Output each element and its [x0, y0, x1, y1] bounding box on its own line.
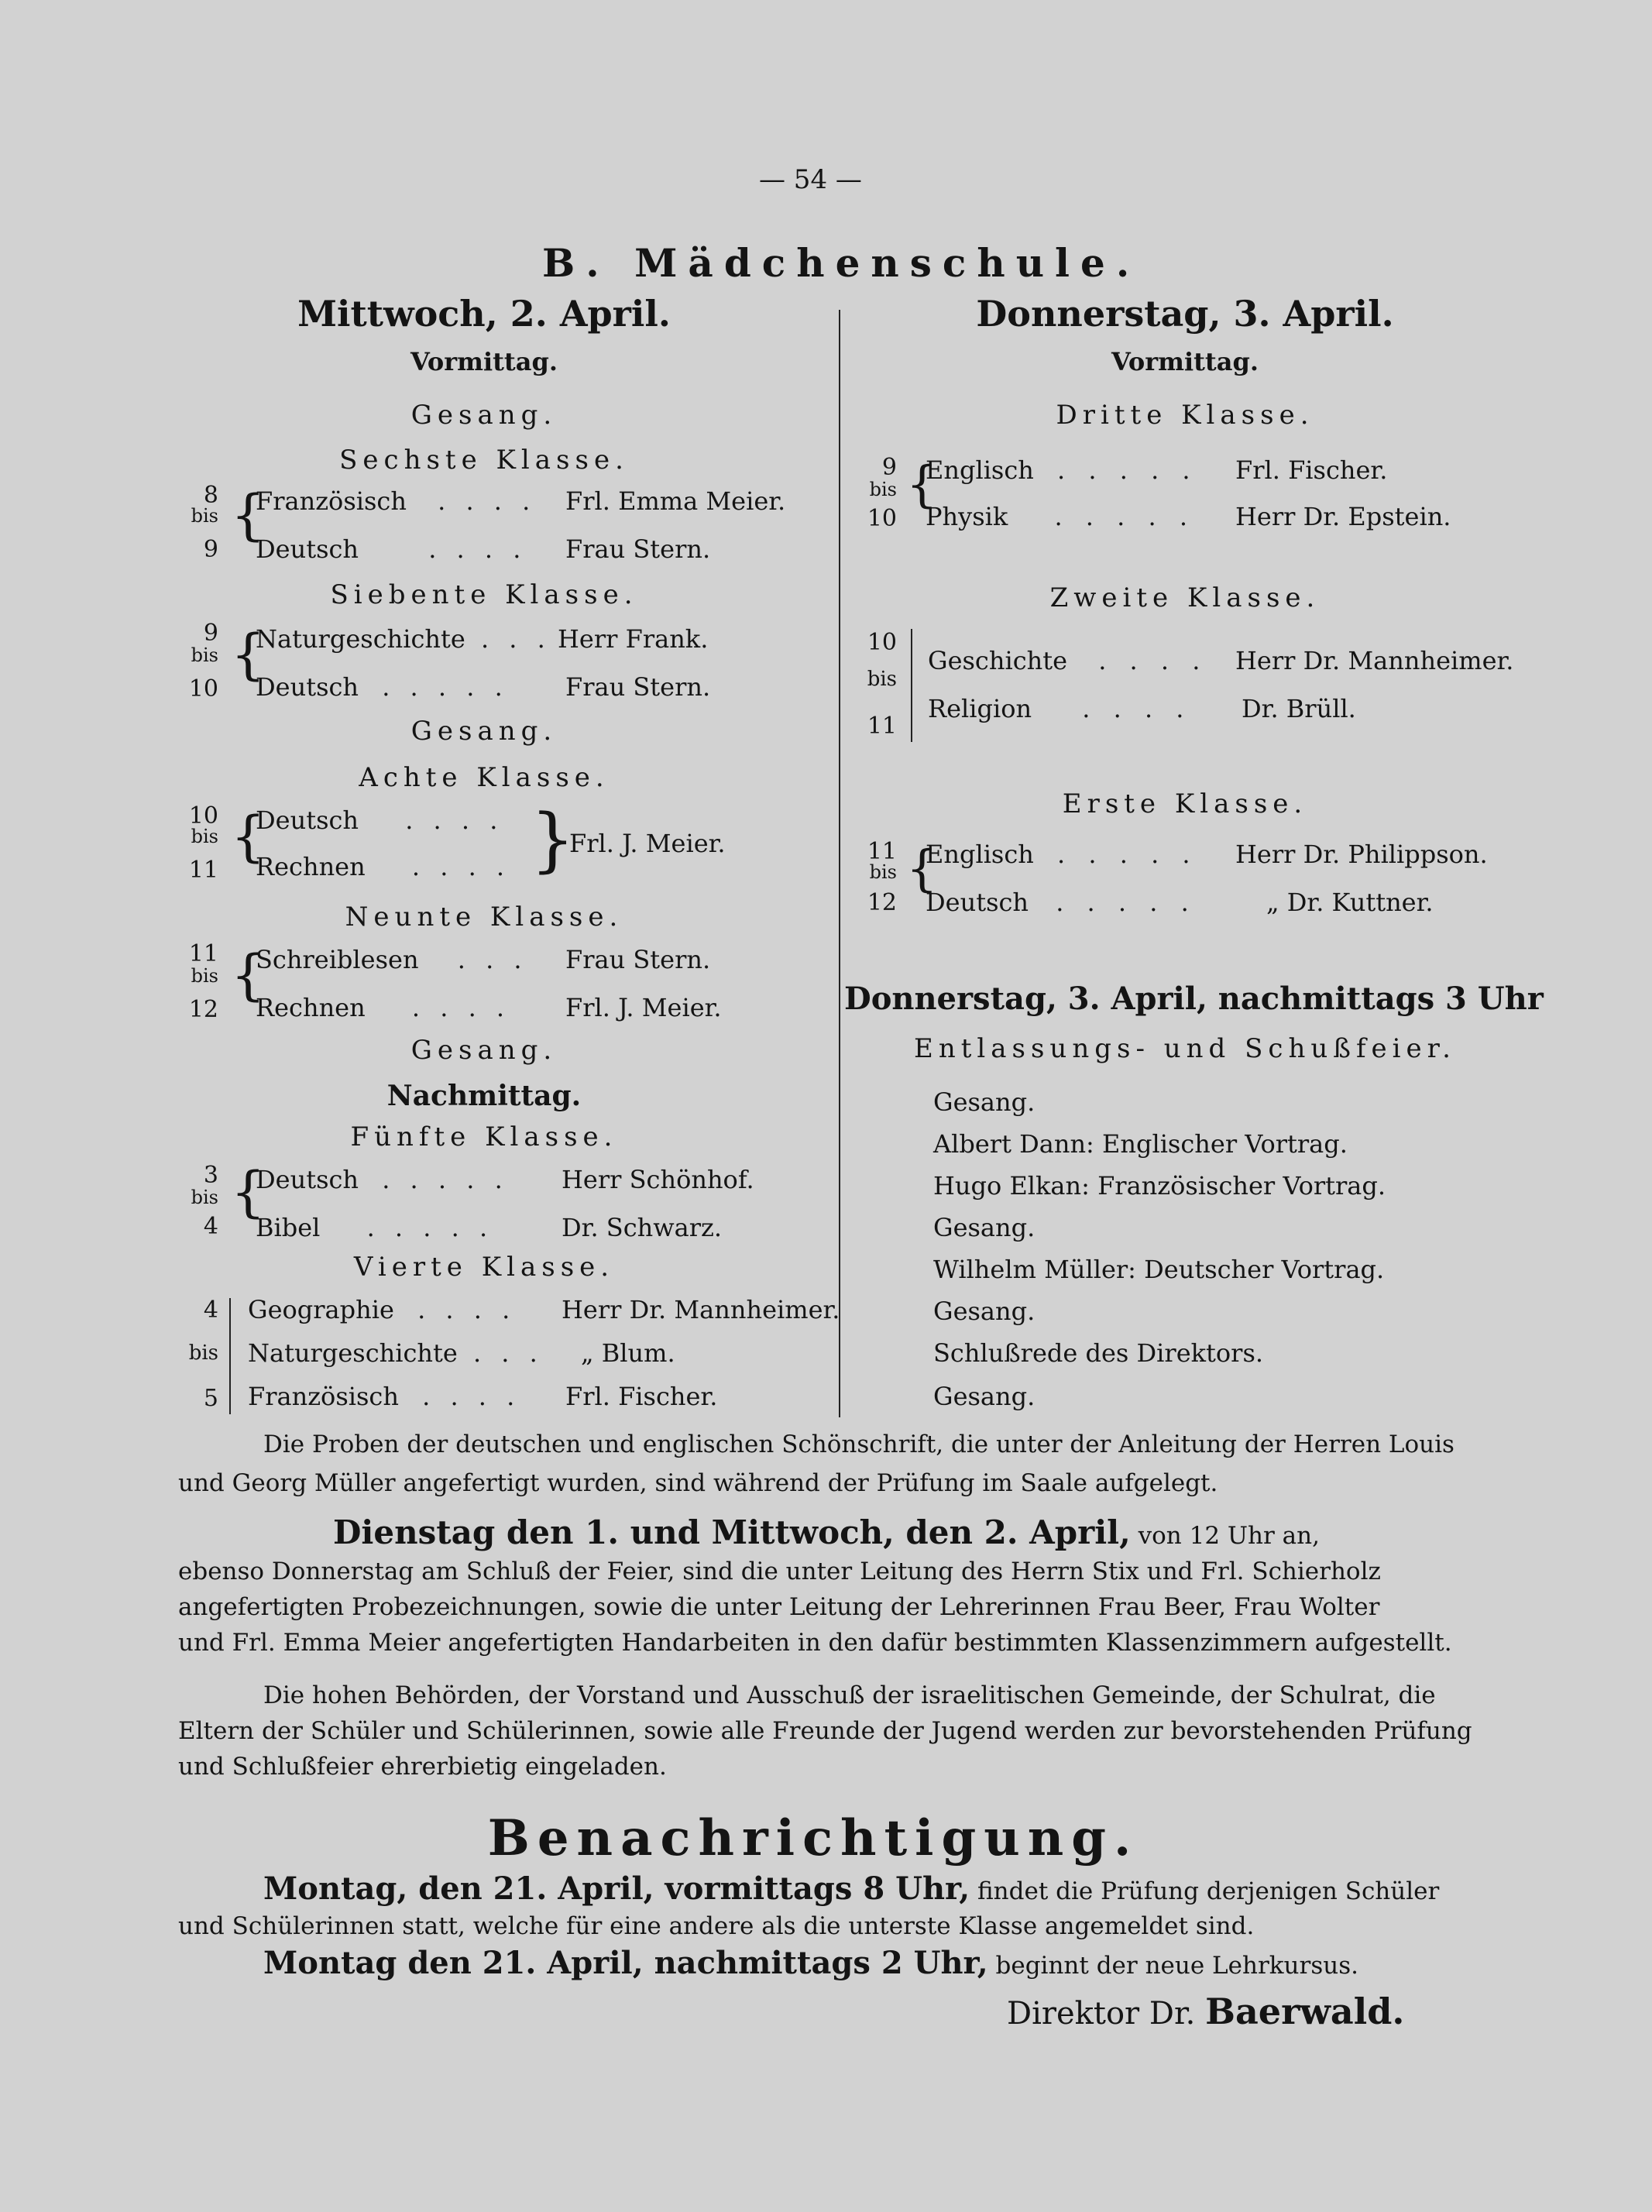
lecture-row: [256, 672, 711, 702]
notice-line: [263, 1870, 1439, 1911]
lecture-row: [248, 1295, 840, 1324]
teacher: Herr Dr. Philippson.: [1235, 840, 1488, 869]
signature-name: Baerwald.: [1205, 1990, 1405, 2032]
time-bis: bis: [191, 505, 218, 527]
lecture-row: [256, 624, 709, 654]
teacher: Herr Schönhof.: [562, 1165, 754, 1194]
dots: . . . .: [411, 993, 511, 1022]
dots: . . . . .: [1054, 502, 1195, 531]
time-to: 11: [188, 857, 218, 884]
lecture-row: [256, 486, 786, 516]
time-from: 10: [867, 629, 897, 656]
teacher: Herr Frank.: [558, 624, 709, 654]
class-title-5: Fünfte Klasse.: [350, 1121, 618, 1152]
program-item: Albert Dann: Englischer Vortrag.: [933, 1129, 1348, 1159]
lecture-row: [256, 993, 722, 1022]
brace: {: [231, 483, 266, 547]
time-to: 12: [867, 889, 897, 916]
dots: . . . . .: [366, 1213, 494, 1242]
left-gesang-3: Gesang.: [410, 1035, 558, 1066]
bracket-line: [911, 629, 912, 742]
class-title-6: Sechste Klasse.: [339, 445, 629, 476]
notice-line: [263, 1944, 1358, 1985]
brace: {: [906, 840, 938, 898]
teacher: Frl. Emma Meier.: [565, 486, 786, 516]
lecture-row: [928, 646, 1514, 675]
dots: . . . .: [417, 1295, 517, 1324]
time-to: 4: [203, 1213, 218, 1240]
time-bis: bis: [188, 1341, 218, 1365]
dots: . . . . .: [382, 672, 509, 702]
subject: Rechnen: [256, 852, 366, 881]
time-bis: bis: [191, 1187, 218, 1208]
lecture-row: [256, 1213, 723, 1242]
para2-line: angefertigten Probezeichnungen, sowie die unter Leitung der Lehrerinnen Frau Beer, Frau Wolter: [178, 1593, 1380, 1621]
subject: Deutsch: [256, 534, 359, 564]
teacher: Frl. J. Meier.: [569, 829, 726, 858]
subject: Physik: [926, 502, 1008, 531]
time-bis: bis: [869, 861, 897, 883]
time-from: 8: [203, 482, 218, 509]
ceremony-title: Entlassungs- und Schußfeier.: [914, 1033, 1456, 1064]
time-bis: bis: [191, 826, 218, 847]
teacher: Frl. Fischer.: [1235, 455, 1388, 485]
lecture-row: [256, 534, 711, 564]
time-to: 11: [867, 713, 897, 740]
class-title-k2: Zweite Klasse.: [1049, 582, 1321, 613]
brace: {: [231, 805, 266, 868]
time-from: 4: [203, 1297, 218, 1324]
subject: Englisch: [926, 455, 1034, 485]
lecture-row: [248, 1338, 675, 1368]
teacher: Herr Dr. Epstein.: [1235, 502, 1451, 531]
teacher: Dr. Schwarz.: [562, 1213, 723, 1242]
signature-prefix: Direktor Dr.: [1007, 1996, 1196, 2032]
class-title-4: Vierte Klasse.: [353, 1252, 615, 1283]
lecture-row: [256, 945, 711, 974]
left-gesang-2: Gesang.: [410, 716, 558, 747]
time-bis: bis: [191, 965, 218, 987]
lecture-row: [926, 888, 1434, 917]
page-number: — 54 —: [759, 164, 862, 195]
para3-line: Eltern der Schüler und Schülerinnen, sowie alle Freunde der Jugend werden zur bevorstehenden Prüfung: [178, 1717, 1472, 1745]
lecture-row: [256, 1165, 754, 1194]
notice-bold: Montag den 21. April, nachmittags 2 Uhr,: [263, 1945, 988, 1981]
brace: {: [231, 943, 266, 1007]
program-item: Schlußrede des Direktors.: [933, 1338, 1264, 1368]
lecture-row: [248, 1382, 718, 1411]
subject: Deutsch: [256, 1165, 359, 1194]
para2-line: ebenso Donnerstag am Schluß der Feier, sind die unter Leitung des Herrn Stix und Frl. Schierholz: [178, 1558, 1381, 1585]
time-from: 11: [188, 940, 218, 967]
notice-bold: Montag, den 21. April, vormittags 8 Uhr,: [263, 1870, 970, 1907]
dots: . . . . .: [382, 1165, 509, 1194]
notice-title: Benachrichtigung.: [487, 1809, 1139, 1867]
class-title-k3: Dritte Klasse.: [1056, 400, 1314, 431]
program-item: Gesang.: [933, 1382, 1036, 1411]
column-divider: [839, 310, 840, 1417]
dots: . . . .: [1082, 694, 1192, 723]
dots: . . . .: [411, 852, 511, 881]
para1-line: und Georg Müller angefertigt wurden, sind während der Prüfung im Saale aufgelegt.: [178, 1469, 1218, 1497]
subject: Bibel: [256, 1213, 321, 1242]
right-morning-heading: Vormittag.: [1111, 347, 1259, 376]
time-to: 10: [188, 675, 218, 702]
subject: Geschichte: [928, 646, 1068, 675]
left-day-heading: Mittwoch, 2. April.: [297, 293, 671, 335]
dots: . . . . .: [1057, 840, 1198, 869]
dots: . . .: [472, 1338, 544, 1368]
dots: . . .: [457, 945, 528, 974]
teacher: Frau Stern.: [565, 672, 711, 702]
notice-rest: findet die Prüfung derjenigen Schüler: [977, 1877, 1440, 1905]
brace-right: }: [531, 799, 575, 881]
subject: Religion: [928, 694, 1032, 723]
teacher: Frau Stern.: [565, 945, 711, 974]
subject: Französisch: [248, 1382, 399, 1411]
right-day-heading: Donnerstag, 3. April.: [976, 293, 1394, 335]
signature: [1007, 1990, 1404, 2032]
notice-rest: beginnt der neue Lehrkursus.: [995, 1952, 1358, 1980]
dots: . . . .: [1098, 646, 1208, 675]
program-item: Gesang.: [933, 1297, 1036, 1326]
lecture-row: [926, 840, 1488, 869]
para2-line: und Frl. Emma Meier angefertigten Handarbeiten in den dafür bestimmten Klassenzimmern aufgestellt.: [178, 1629, 1452, 1657]
program-item: Gesang.: [933, 1087, 1036, 1117]
lecture-row: [926, 455, 1388, 485]
lecture-row: [928, 694, 1356, 723]
subject: Deutsch: [926, 888, 1029, 917]
para2-first-line: [333, 1513, 1320, 1555]
teacher: Frl. Fischer.: [565, 1382, 718, 1411]
subject: Deutsch: [256, 672, 359, 702]
class-title-9: Neunte Klasse.: [345, 902, 623, 933]
time-bis: bis: [869, 479, 897, 500]
dots: . . . . .: [1056, 888, 1197, 917]
dots: . . .: [480, 624, 551, 654]
subject: Englisch: [926, 840, 1034, 869]
program-item: Gesang.: [933, 1213, 1036, 1242]
brace: {: [231, 1160, 266, 1224]
time-bis: bis: [867, 668, 897, 691]
dots: . . . . .: [1057, 455, 1198, 485]
para3-line: und Schlußfeier ehrerbietig eingeladen.: [178, 1753, 667, 1781]
teacher: Dr. Brüll.: [1242, 694, 1356, 723]
lecture-row: [256, 805, 503, 835]
teacher: Frau Stern.: [565, 534, 711, 564]
subject: Französisch: [256, 486, 407, 516]
class-title-7: Siebente Klasse.: [330, 579, 638, 610]
time-from: 9: [881, 454, 897, 481]
subject: Schreiblesen: [256, 945, 419, 974]
subject: Naturgeschichte: [248, 1338, 458, 1368]
para1-line: Die Proben der deutschen und englischen Schönschrift, die unter der Anleitung der Herren Louis: [263, 1431, 1455, 1458]
subject: Geographie: [248, 1295, 394, 1324]
notice-line: und Schülerinnen statt, welche für eine andere als die unterste Klasse angemeldet sind.: [178, 1912, 1255, 1940]
time-from: 10: [188, 802, 218, 830]
teacher: Frl. J. Meier.: [565, 993, 722, 1022]
program-item: Wilhelm Müller: Deutscher Vortrag.: [933, 1255, 1385, 1284]
time-to: 5: [203, 1385, 218, 1412]
para2-rest: von 12 Uhr an,: [1138, 1522, 1320, 1550]
time-to: 10: [867, 505, 897, 532]
teacher: Herr Dr. Mannheimer.: [562, 1295, 840, 1324]
left-afternoon-heading: Nachmittag.: [386, 1080, 582, 1112]
dots: . . . .: [428, 534, 527, 564]
subject: Deutsch: [256, 805, 359, 835]
dots: . . . .: [405, 805, 504, 835]
time-bis: bis: [191, 644, 218, 666]
subject: Rechnen: [256, 993, 366, 1022]
para3-line: Die hohen Behörden, der Vorstand und Ausschuß der israelitischen Gemeinde, der Schulrat, die: [263, 1681, 1436, 1709]
class-title-k1: Erste Klasse.: [1062, 788, 1308, 819]
dots: . . . .: [422, 1382, 521, 1411]
time-from: 9: [203, 620, 218, 647]
teacher: „ Blum.: [581, 1338, 675, 1368]
lecture-row: [256, 852, 510, 881]
teacher: „ Dr. Kuttner.: [1266, 888, 1434, 917]
page-title: B. Mädchenschule.: [542, 240, 1141, 286]
teacher: Herr Dr. Mannheimer.: [1235, 646, 1514, 675]
time-from: 11: [867, 838, 897, 865]
time-to: 12: [188, 996, 218, 1023]
class-title-8: Achte Klasse.: [359, 762, 610, 793]
subject: Naturgeschichte: [256, 624, 465, 654]
time-from: 3: [203, 1162, 218, 1189]
ceremony-heading: Donnerstag, 3. April, nachmittags 3 Uhr: [844, 981, 1544, 1017]
lecture-row: [926, 502, 1451, 531]
bracket-line: [229, 1298, 231, 1414]
dots: . . . .: [438, 486, 537, 516]
program-item: Hugo Elkan: Französischer Vortrag.: [933, 1171, 1386, 1200]
left-gesang-1: Gesang.: [410, 400, 558, 431]
para2-bold: Dienstag den 1. und Mittwoch, den 2. April,: [333, 1513, 1131, 1551]
left-morning-heading: Vormittag.: [410, 347, 558, 376]
time-to: 9: [203, 536, 218, 563]
brace: {: [231, 623, 266, 686]
brace: {: [906, 456, 938, 514]
